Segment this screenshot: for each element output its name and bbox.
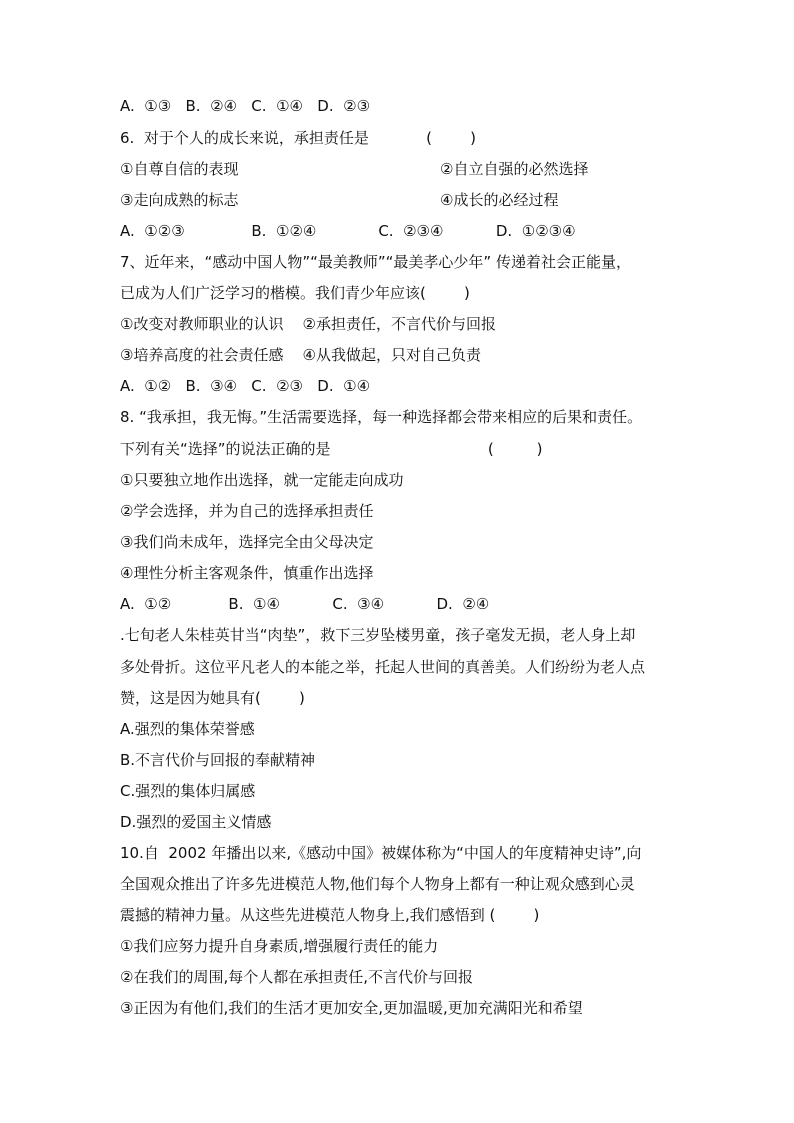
q9-stem-line-2: 多处骨折。这位平凡老人的本能之举，托起人世间的真善美。人们纷纷为老人点 bbox=[120, 658, 646, 676]
q7-statements-a: ①改变对教师职业的认识 ②承担责任，不言代价与回报 bbox=[120, 315, 496, 333]
q8-item-1: ①只要独立地作出选择，就一定能走向成功 bbox=[120, 471, 404, 489]
q5-options: A. ①③ B. ②④ C. ①④ D. ②③ bbox=[120, 97, 371, 115]
q6-options: A. ①②③ B. ①②④ C. ②③④ D. ①②③④ bbox=[120, 222, 576, 240]
q8-item-4: ④理性分析主客观条件，慎重作出选择 bbox=[120, 564, 374, 582]
q8-stem-line-1: 8. “我承担，我无悔。”生活需要选择，每一种选择都会带来相应的后果和责任。 bbox=[120, 408, 643, 426]
q10-stem-line-2: 全国观众推出了许多先进模范人物,他们每个人物身上都有一种让观众感到心灵 bbox=[120, 875, 635, 893]
q9-stem-line-1: .七旬老人朱桂英甘当“肉垫”，救下三岁坠楼男童，孩子毫发无损，老人身上却 bbox=[120, 626, 636, 644]
q9-stem-line-3: 赞，这是因为她具有( ) bbox=[120, 689, 305, 707]
q6-stem: 6. 对于个人的成长来说，承担责任是 ( ) bbox=[120, 129, 476, 147]
q9-option-b: B.不言代价与回报的奉献精神 bbox=[120, 751, 316, 769]
q8-item-3: ③我们尚未成年，选择完全由父母决定 bbox=[120, 533, 374, 551]
q6-item-2: ②自立自强的必然选择 bbox=[440, 160, 589, 178]
q10-item-2: ②在我们的周围,每个人都在承担责任,不言代价与回报 bbox=[120, 968, 473, 986]
q8-options: A. ①② B. ①④ C. ③④ D. ②④ bbox=[120, 595, 490, 613]
q9-option-c: C.强烈的集体归属感 bbox=[120, 782, 256, 800]
q7-statements-b: ③培养高度的社会责任感 ④从我做起，只对自己负责 bbox=[120, 346, 481, 364]
q10-stem-line-3: 震撼的精神力量。从这些先进模范人物身上,我们感悟到 ( ) bbox=[120, 906, 540, 924]
q8-item-2: ②学会选择，并为自己的选择承担责任 bbox=[120, 502, 374, 520]
q6-item-4: ④成长的必经过程 bbox=[440, 191, 559, 209]
q10-item-1: ①我们应努力提升自身素质,增强履行责任的能力 bbox=[120, 937, 439, 955]
q7-stem-line-1: 7、近年来，“感动中国人物”“最美教师”“最美孝心少年” 传递着社会正能量， bbox=[120, 253, 631, 271]
q9-option-a: A.强烈的集体荣誉感 bbox=[120, 720, 255, 738]
q7-options: A. ①② B. ③④ C. ②③ D. ①④ bbox=[120, 377, 371, 395]
q9-option-d: D.强烈的爱国主义情感 bbox=[120, 813, 272, 831]
q6-item-1: ①自尊自信的表现 bbox=[120, 160, 239, 178]
q6-item-3: ③走向成熟的标志 bbox=[120, 191, 239, 209]
q10-stem-line-1: 10.自 2002 年播出以来,《感动中国》被媒体称为“中国人的年度精神史诗”,向 bbox=[120, 844, 642, 862]
q7-stem-line-2: 已成为人们广泛学习的楷模。我们青少年应该( ) bbox=[120, 284, 470, 302]
q8-stem-line-2: 下列有关“选择”的说法正确的是 ( ) bbox=[120, 440, 543, 458]
q10-item-3: ③正因为有他们,我们的生活才更加安全,更加温暖,更加充满阳光和希望 bbox=[120, 999, 583, 1017]
